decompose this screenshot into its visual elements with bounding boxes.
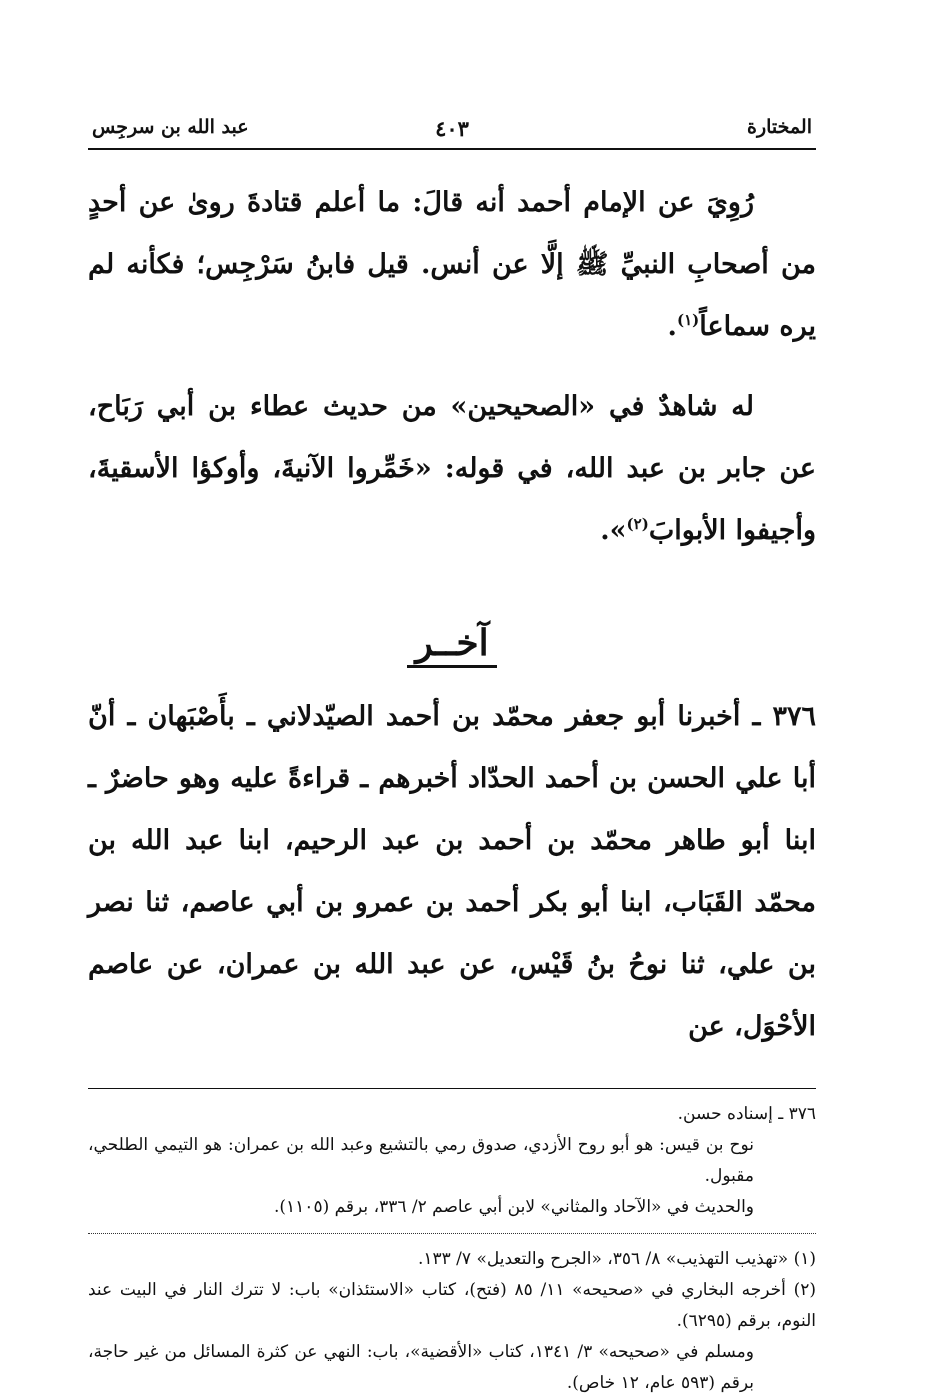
header-chapter-title: عبد الله بن سرجِس xyxy=(92,116,249,138)
footnote-ref-1: (١) xyxy=(676,311,700,329)
note-narrators: نوح بن قيس: هو أبو روح الأزدي، صدوق رمي بالتشيع وعبد الله بن عمران: هو التيمي الطلحي، مقبول. xyxy=(88,1135,754,1186)
note-source: والحديث في «الآحاد والمثاني» لابن أبي عاصم ٢/ ٣٣٦، برقم (١١٠٥). xyxy=(274,1197,754,1217)
page xyxy=(88,108,816,1399)
page-number: ٤٠٣ xyxy=(435,116,469,141)
footnote-1: (١) «تهذيب التهذيب» ٨/ ٣٥٦، «الجرح والتعديل» ٧/ ١٣٣. xyxy=(417,1249,816,1269)
paragraph-2-end: ». xyxy=(600,515,627,546)
hadith-text: ـ أخبرنا أبو جعفر محمّد بن أحمد الصيّدلاني ـ بأَصْبَهان ـ أنّ أبا علي الحسن بن أحمد الحدّاد أخبرهم ـ قراءةً عليه وهو حاضرٌ ـ ابنا أبو طاهر محمّد بن أحمد بن عبد الرحيم، ابنا عبد الله بن محمّد القَبَاب، ابنا أبو بكر أحمد بن عمرو بن أبي عاصم، ثنا نصر بن علي، ثنا نوحُ بنُ قَيْس، عن عبد الله بن عمران، عن عاصم الأحْوَل، عن xyxy=(88,701,816,1042)
section-title xyxy=(88,606,816,680)
paragraph-2 xyxy=(88,376,816,562)
paragraph-2-text: له شاهدٌ في «الصحيحين» من حديث عطاء بن أبي رَبَاح، عن جابر بن عبد الله، في قوله: «خَمِّروا الآنيةَ، وأوكؤا الأسقيةَ، وأجيفوا الأبوابَ xyxy=(88,391,816,546)
paragraph-1-text: رُوِيَ عن الإمام أحمد أنه قالَ: ما أعلم قتادةَ روىٰ عن أحدٍ من أصحابِ النبيِّ ﷺ إلَّا عن أنس. قيل فابنُ سَرْجِس؛ فكأنه لم يره سماعاً xyxy=(88,187,816,342)
footnotes-divider xyxy=(88,1233,816,1234)
footnote-ref-2: (٢) xyxy=(626,515,649,533)
notes-divider xyxy=(88,1088,816,1089)
footnote-2-continued: ومسلم في «صحيحه» ٣/ ١٣٤١، كتاب «الأقضية»، باب: النهي عن كثرة المسائل من غير حاجة، برقم (٥٩٣ عام، ١٢ خاص). xyxy=(88,1342,754,1393)
footnote-2: (٢) أخرجه البخاري في «صحيحه» ١١/ ٨٥ (فتح)، كتاب «الاستئذان» باب: لا تترك النار في البيت عند النوم، برقم (٦٢٩٥). xyxy=(88,1280,816,1331)
paragraph-1-end: . xyxy=(667,311,677,342)
note-isnad: ٣٧٦ ـ إسناده حسن. xyxy=(677,1104,816,1124)
hadith-number: ٣٧٦ xyxy=(772,701,816,732)
hadith-376 xyxy=(88,686,816,1058)
section-title-text: آخــر xyxy=(407,621,496,668)
header-book-title: المختارة xyxy=(747,116,812,138)
running-header xyxy=(88,108,816,150)
paragraph-1 xyxy=(88,172,816,358)
